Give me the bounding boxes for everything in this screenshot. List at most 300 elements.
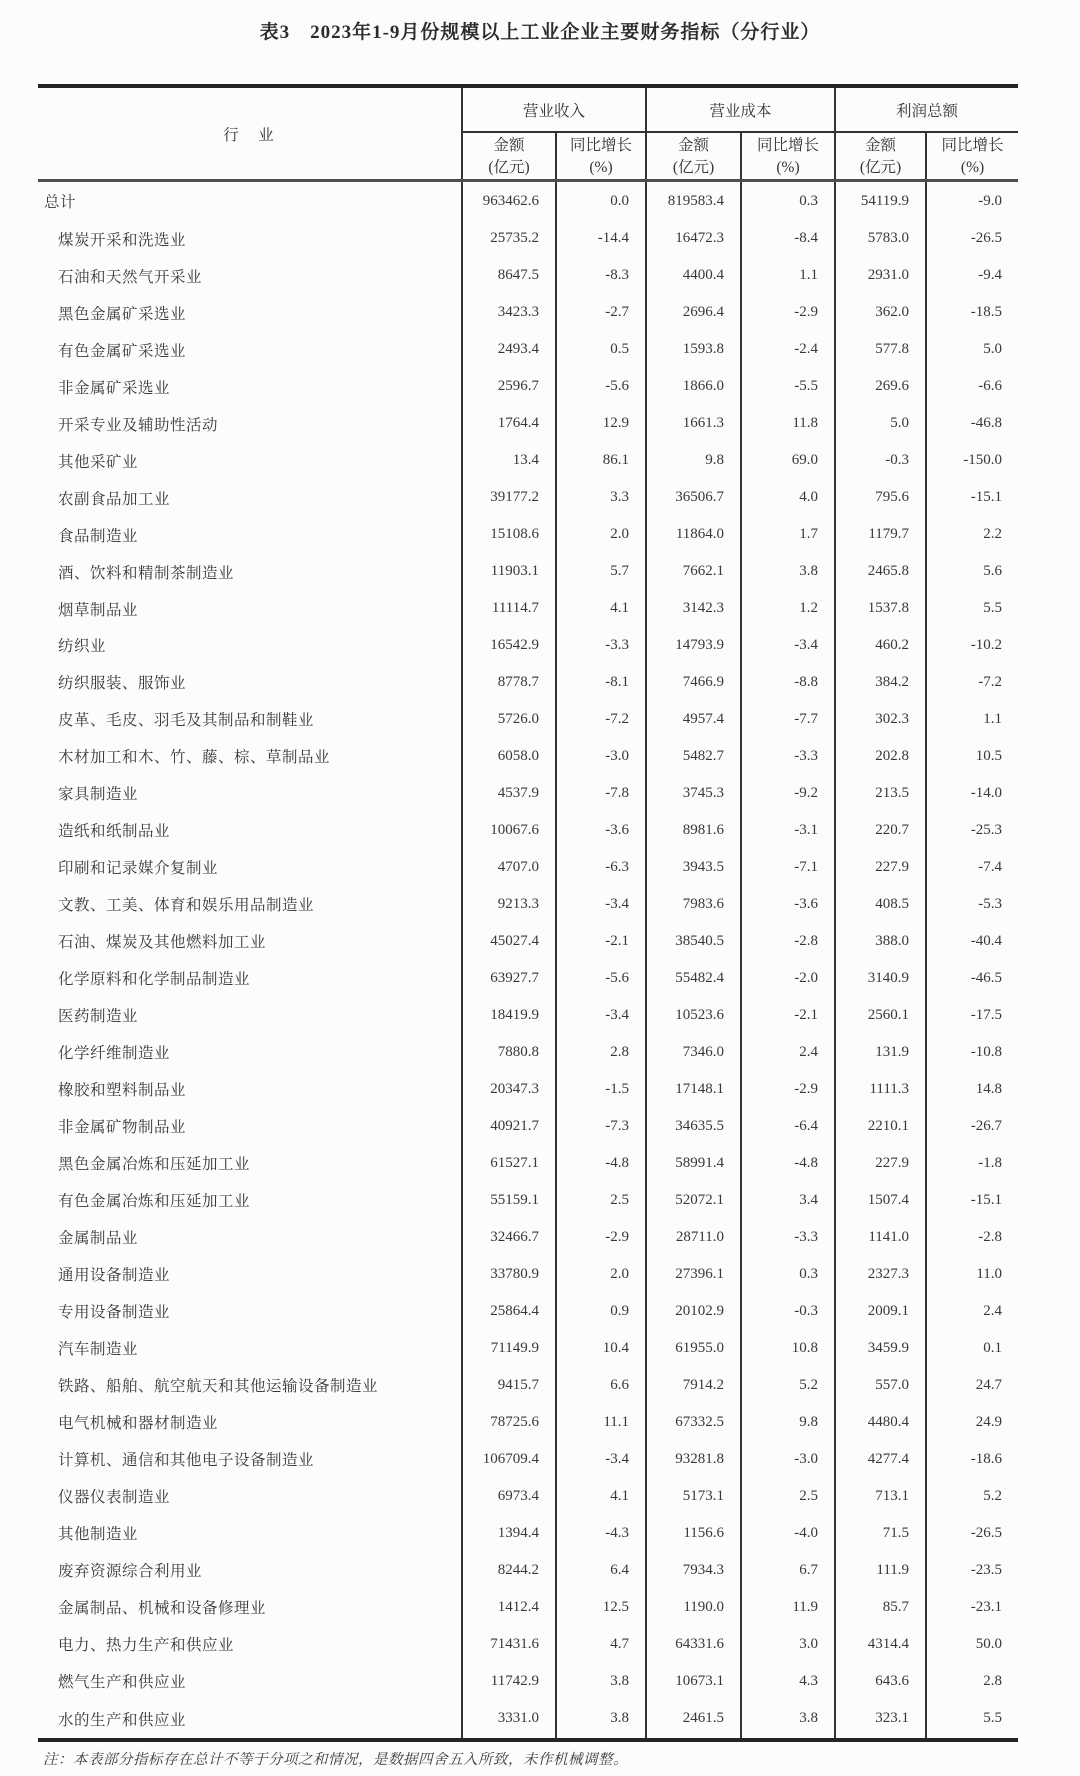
value-cell: 2.8 — [926, 1663, 1018, 1700]
value-cell: -5.6 — [556, 960, 646, 997]
value-cell: -46.8 — [926, 405, 1018, 442]
value-cell: -0.3 — [835, 442, 926, 479]
value-cell: 3423.3 — [462, 294, 556, 331]
value-cell: 8981.6 — [646, 812, 741, 849]
table-row — [38, 220, 1018, 257]
value-cell: 85.7 — [835, 1589, 926, 1626]
value-cell: 11114.7 — [462, 590, 556, 627]
value-cell: 3142.3 — [646, 590, 741, 627]
value-cell: -1.5 — [556, 1071, 646, 1108]
industry-cell: 计算机、通信和其他电子设备制造业 — [58, 1452, 315, 1470]
value-cell: -3.0 — [741, 1441, 835, 1478]
value-cell: 40921.7 — [462, 1108, 556, 1145]
table-row — [38, 479, 1018, 516]
value-cell: 0.0 — [556, 181, 646, 220]
value-cell: 106709.4 — [462, 1441, 556, 1478]
value-cell: -6.3 — [556, 849, 646, 886]
value-cell: 71.5 — [835, 1515, 926, 1552]
value-cell: 11.1 — [556, 1404, 646, 1441]
value-cell: -2.9 — [741, 294, 835, 331]
value-cell: -7.3 — [556, 1108, 646, 1145]
value-cell: -1.8 — [926, 1145, 1018, 1182]
industry-cell: 水的生产和供应业 — [58, 1711, 187, 1729]
industry-cell: 文教、工美、体育和娱乐用品制造业 — [58, 897, 315, 915]
value-cell: -40.4 — [926, 923, 1018, 960]
value-cell: 20102.9 — [646, 1293, 741, 1330]
value-cell: -18.5 — [926, 294, 1018, 331]
value-cell: 11903.1 — [462, 553, 556, 590]
value-cell: -7.2 — [926, 664, 1018, 701]
value-cell: -26.5 — [926, 1515, 1018, 1552]
value-cell: -9.0 — [926, 181, 1018, 220]
col-header-cost-growth — [741, 132, 835, 181]
value-cell: -26.7 — [926, 1108, 1018, 1145]
value-cell: 25735.2 — [462, 220, 556, 257]
value-cell: 460.2 — [835, 627, 926, 664]
industry-cell: 黑色金属冶炼和压延加工业 — [58, 1156, 251, 1174]
growth-unit-label: (%) — [776, 158, 800, 176]
industry-cell: 非金属矿物制品业 — [58, 1119, 187, 1137]
value-cell: -5.6 — [556, 368, 646, 405]
value-cell: 0.9 — [556, 1293, 646, 1330]
table-row — [38, 1626, 1018, 1663]
value-cell: 2.5 — [556, 1182, 646, 1219]
table-row — [38, 701, 1018, 738]
value-cell: 24.9 — [926, 1404, 1018, 1441]
value-cell: 11742.9 — [462, 1663, 556, 1700]
value-cell: -46.5 — [926, 960, 1018, 997]
value-cell: 5.5 — [926, 590, 1018, 627]
table-row — [38, 1330, 1018, 1367]
value-cell: 4.1 — [556, 1478, 646, 1515]
footnote: 注：本表部分指标存在总计不等于分项之和情况，是数据四舍五入所致，未作机械调整。 — [43, 1752, 628, 1768]
value-cell: 7983.6 — [646, 886, 741, 923]
value-cell: 1190.0 — [646, 1589, 741, 1626]
value-cell: 78725.6 — [462, 1404, 556, 1441]
value-cell: 2.8 — [556, 1034, 646, 1071]
value-cell: 557.0 — [835, 1367, 926, 1404]
value-cell: -4.8 — [556, 1145, 646, 1182]
value-cell: -9.2 — [741, 775, 835, 812]
value-cell: -3.4 — [741, 627, 835, 664]
value-cell: -2.9 — [741, 1071, 835, 1108]
value-cell: 3943.5 — [646, 849, 741, 886]
value-cell: 2210.1 — [835, 1108, 926, 1145]
value-cell: -2.7 — [556, 294, 646, 331]
value-cell: 36506.7 — [646, 479, 741, 516]
table-row — [38, 405, 1018, 442]
value-cell: 8647.5 — [462, 257, 556, 294]
table-row — [38, 960, 1018, 997]
value-cell: 6058.0 — [462, 738, 556, 775]
value-cell: 10673.1 — [646, 1663, 741, 1700]
table-row — [38, 886, 1018, 923]
table-row — [38, 923, 1018, 960]
value-cell: 9.8 — [646, 442, 741, 479]
table-row — [38, 294, 1018, 331]
industry-cell: 金属制品业 — [58, 1230, 139, 1248]
value-cell: 17148.1 — [646, 1071, 741, 1108]
col-header-industry: 行 业 — [38, 86, 462, 181]
value-cell: 8778.7 — [462, 664, 556, 701]
industry-cell: 有色金属矿采选业 — [58, 342, 187, 360]
value-cell: -5.3 — [926, 886, 1018, 923]
value-cell: -15.1 — [926, 1182, 1018, 1219]
industry-cell: 医药制造业 — [58, 1008, 139, 1026]
table-row — [38, 257, 1018, 294]
industry-cell: 通用设备制造业 — [58, 1267, 171, 1285]
value-cell: 1593.8 — [646, 331, 741, 368]
value-cell: 227.9 — [835, 1145, 926, 1182]
value-cell: 3459.9 — [835, 1330, 926, 1367]
value-cell: 24.7 — [926, 1367, 1018, 1404]
value-cell: -3.0 — [556, 738, 646, 775]
amount-unit-label: (亿元) — [488, 158, 530, 176]
value-cell: 39177.2 — [462, 479, 556, 516]
value-cell: 4.0 — [741, 479, 835, 516]
value-cell: 795.6 — [835, 479, 926, 516]
value-cell: 86.1 — [556, 442, 646, 479]
value-cell: 33780.9 — [462, 1256, 556, 1293]
value-cell: 4.3 — [741, 1663, 835, 1700]
value-cell: 9.8 — [741, 1404, 835, 1441]
value-cell: 55159.1 — [462, 1182, 556, 1219]
industry-cell: 非金属矿采选业 — [58, 379, 171, 397]
value-cell: 5173.1 — [646, 1478, 741, 1515]
financial-indicators-table — [38, 84, 1018, 1742]
value-cell: 2493.4 — [462, 331, 556, 368]
value-cell: 202.8 — [835, 738, 926, 775]
table-row — [38, 1589, 1018, 1626]
value-cell: -0.3 — [741, 1293, 835, 1330]
table-row — [38, 181, 1018, 220]
value-cell: 7880.8 — [462, 1034, 556, 1071]
value-cell: 16542.9 — [462, 627, 556, 664]
value-cell: 16472.3 — [646, 220, 741, 257]
table-row — [38, 775, 1018, 812]
value-cell: 4707.0 — [462, 849, 556, 886]
value-cell: -18.6 — [926, 1441, 1018, 1478]
value-cell: 54119.9 — [835, 181, 926, 220]
value-cell: 6.4 — [556, 1552, 646, 1589]
industry-cell: 汽车制造业 — [58, 1341, 139, 1359]
value-cell: -7.4 — [926, 849, 1018, 886]
value-cell: 69.0 — [741, 442, 835, 479]
value-cell: 1.2 — [741, 590, 835, 627]
industry-cell: 燃气生产和供应业 — [58, 1674, 187, 1692]
table-row — [38, 738, 1018, 775]
amount-label: 金额 — [493, 137, 525, 154]
industry-cell: 铁路、船舶、航空航天和其他运输设备制造业 — [58, 1378, 379, 1396]
table-row — [38, 1515, 1018, 1552]
table-row — [38, 1034, 1018, 1071]
industry-cell: 木材加工和木、竹、藤、棕、草制品业 — [58, 749, 331, 767]
value-cell: 5482.7 — [646, 738, 741, 775]
table-row — [38, 812, 1018, 849]
value-cell: 18419.9 — [462, 997, 556, 1034]
value-cell: 14793.9 — [646, 627, 741, 664]
value-cell: 7346.0 — [646, 1034, 741, 1071]
value-cell: 220.7 — [835, 812, 926, 849]
col-header-revenue-growth — [556, 132, 646, 181]
value-cell: 3.8 — [741, 553, 835, 590]
value-cell: 3.4 — [741, 1182, 835, 1219]
value-cell: 2009.1 — [835, 1293, 926, 1330]
value-cell: -15.1 — [926, 479, 1018, 516]
value-cell: 10523.6 — [646, 997, 741, 1034]
value-cell: 61955.0 — [646, 1330, 741, 1367]
value-cell: 1111.3 — [835, 1071, 926, 1108]
table-row — [38, 1663, 1018, 1700]
value-cell: -3.4 — [556, 1441, 646, 1478]
header-group-row — [38, 86, 1018, 132]
col-header-cost-amount — [646, 132, 741, 181]
table-row — [38, 516, 1018, 553]
value-cell: 34635.5 — [646, 1108, 741, 1145]
value-cell: 5.7 — [556, 553, 646, 590]
col-header-revenue-amount — [462, 132, 556, 181]
value-cell: 1412.4 — [462, 1589, 556, 1626]
value-cell: -6.6 — [926, 368, 1018, 405]
value-cell: 5.2 — [926, 1478, 1018, 1515]
value-cell: 32466.7 — [462, 1219, 556, 1256]
value-cell: 1394.4 — [462, 1515, 556, 1552]
value-cell: -2.8 — [926, 1219, 1018, 1256]
value-cell: -6.4 — [741, 1108, 835, 1145]
value-cell: 213.5 — [835, 775, 926, 812]
growth-label: 同比增长 — [941, 137, 1004, 154]
value-cell: 28711.0 — [646, 1219, 741, 1256]
value-cell: 4957.4 — [646, 701, 741, 738]
value-cell: -3.6 — [556, 812, 646, 849]
value-cell: 5783.0 — [835, 220, 926, 257]
industry-cell: 其他采矿业 — [58, 453, 139, 471]
table-row — [38, 664, 1018, 701]
table-row — [38, 1404, 1018, 1441]
table-row — [38, 1293, 1018, 1330]
value-cell: 45027.4 — [462, 923, 556, 960]
table-row — [38, 997, 1018, 1034]
value-cell: 1179.7 — [835, 516, 926, 553]
value-cell: 10.8 — [741, 1330, 835, 1367]
growth-unit-label: (%) — [589, 158, 613, 176]
table-row — [38, 553, 1018, 590]
value-cell: -3.4 — [556, 997, 646, 1034]
industry-cell: 化学原料和化学制品制造业 — [58, 971, 251, 989]
value-cell: 269.6 — [835, 368, 926, 405]
table-row — [38, 1552, 1018, 1589]
value-cell: 3745.3 — [646, 775, 741, 812]
value-cell: -10.2 — [926, 627, 1018, 664]
value-cell: -7.2 — [556, 701, 646, 738]
value-cell: 38540.5 — [646, 923, 741, 960]
value-cell: -4.3 — [556, 1515, 646, 1552]
industry-cell: 食品制造业 — [58, 527, 139, 545]
value-cell: -2.8 — [741, 923, 835, 960]
value-cell: -17.5 — [926, 997, 1018, 1034]
value-cell: 1866.0 — [646, 368, 741, 405]
value-cell: 1537.8 — [835, 590, 926, 627]
value-cell: 13.4 — [462, 442, 556, 479]
value-cell: 408.5 — [835, 886, 926, 923]
industry-cell: 总计 — [44, 194, 77, 212]
value-cell: 713.1 — [835, 1478, 926, 1515]
value-cell: -25.3 — [926, 812, 1018, 849]
col-header-profit-amount — [835, 132, 926, 181]
value-cell: 3.3 — [556, 479, 646, 516]
value-cell: -23.1 — [926, 1589, 1018, 1626]
value-cell: -8.1 — [556, 664, 646, 701]
value-cell: -150.0 — [926, 442, 1018, 479]
value-cell: 2.0 — [556, 1256, 646, 1293]
value-cell: 2.4 — [741, 1034, 835, 1071]
table-row — [38, 590, 1018, 627]
value-cell: 1.7 — [741, 516, 835, 553]
value-cell: -2.0 — [741, 960, 835, 997]
col-group-operating-cost: 营业成本 — [646, 86, 835, 132]
value-cell: 10.4 — [556, 1330, 646, 1367]
value-cell: 4537.9 — [462, 775, 556, 812]
value-cell: 7914.2 — [646, 1367, 741, 1404]
amount-label: 金额 — [865, 137, 897, 154]
value-cell: 4.7 — [556, 1626, 646, 1663]
growth-label: 同比增长 — [570, 137, 633, 154]
value-cell: 1507.4 — [835, 1182, 926, 1219]
value-cell: 10.5 — [926, 738, 1018, 775]
value-cell: 7934.3 — [646, 1552, 741, 1589]
value-cell: 0.3 — [741, 181, 835, 220]
value-cell: 50.0 — [926, 1626, 1018, 1663]
value-cell: 362.0 — [835, 294, 926, 331]
value-cell: 131.9 — [835, 1034, 926, 1071]
value-cell: 4480.4 — [835, 1404, 926, 1441]
value-cell: 227.9 — [835, 849, 926, 886]
table-row — [38, 1145, 1018, 1182]
value-cell: 64331.6 — [646, 1626, 741, 1663]
amount-label: 金额 — [678, 137, 710, 154]
value-cell: 4400.4 — [646, 257, 741, 294]
value-cell: -7.7 — [741, 701, 835, 738]
value-cell: 11864.0 — [646, 516, 741, 553]
value-cell: 2696.4 — [646, 294, 741, 331]
value-cell: 2327.3 — [835, 1256, 926, 1293]
value-cell: 6.7 — [741, 1552, 835, 1589]
table-row — [38, 1441, 1018, 1478]
value-cell: 6.6 — [556, 1367, 646, 1404]
industry-cell: 印刷和记录媒介复制业 — [58, 860, 219, 878]
value-cell: 3140.9 — [835, 960, 926, 997]
table-header — [38, 86, 1018, 181]
table-row — [38, 849, 1018, 886]
value-cell: 3.8 — [741, 1700, 835, 1740]
value-cell: 71431.6 — [462, 1626, 556, 1663]
value-cell: -2.9 — [556, 1219, 646, 1256]
value-cell: 4277.4 — [835, 1441, 926, 1478]
value-cell: 1156.6 — [646, 1515, 741, 1552]
value-cell: 12.5 — [556, 1589, 646, 1626]
value-cell: 12.9 — [556, 405, 646, 442]
value-cell: 3.8 — [556, 1700, 646, 1740]
industry-cell: 酒、饮料和精制茶制造业 — [58, 564, 235, 582]
value-cell: 15108.6 — [462, 516, 556, 553]
value-cell: 0.3 — [741, 1256, 835, 1293]
industry-cell: 金属制品、机械和设备修理业 — [58, 1600, 267, 1618]
table-body — [38, 181, 1018, 1740]
value-cell: 2465.8 — [835, 553, 926, 590]
industry-cell: 造纸和纸制品业 — [58, 823, 171, 841]
amount-unit-label: (亿元) — [859, 158, 902, 176]
value-cell: 55482.4 — [646, 960, 741, 997]
value-cell: 3.0 — [741, 1626, 835, 1663]
growth-unit-label: (%) — [960, 158, 985, 176]
value-cell: 25864.4 — [462, 1293, 556, 1330]
value-cell: 3.8 — [556, 1663, 646, 1700]
value-cell: 3331.0 — [462, 1700, 556, 1740]
page-title: 表3 2023年1-9月份规模以上工业企业主要财务指标（分行业） — [259, 22, 821, 43]
industry-cell: 煤炭开采和洗选业 — [58, 231, 187, 249]
value-cell: -3.3 — [741, 738, 835, 775]
value-cell: 5.0 — [926, 331, 1018, 368]
value-cell: -8.8 — [741, 664, 835, 701]
industry-cell: 皮革、毛皮、羽毛及其制品和制鞋业 — [58, 712, 315, 730]
value-cell: 1.1 — [926, 701, 1018, 738]
value-cell: -3.4 — [556, 886, 646, 923]
industry-cell: 有色金属冶炼和压延加工业 — [58, 1193, 251, 1211]
value-cell: -10.8 — [926, 1034, 1018, 1071]
value-cell: 93281.8 — [646, 1441, 741, 1478]
industry-cell: 电力、热力生产和供应业 — [58, 1637, 235, 1655]
value-cell: 2560.1 — [835, 997, 926, 1034]
value-cell: -8.4 — [741, 220, 835, 257]
value-cell: -26.5 — [926, 220, 1018, 257]
value-cell: -3.6 — [741, 886, 835, 923]
table-row — [38, 1108, 1018, 1145]
value-cell: -3.3 — [741, 1219, 835, 1256]
value-cell: 302.3 — [835, 701, 926, 738]
value-cell: 5.0 — [835, 405, 926, 442]
value-cell: 67332.5 — [646, 1404, 741, 1441]
value-cell: 5.2 — [741, 1367, 835, 1404]
value-cell: 6973.4 — [462, 1478, 556, 1515]
value-cell: 4.1 — [556, 590, 646, 627]
value-cell: 58991.4 — [646, 1145, 741, 1182]
amount-unit-label: (亿元) — [672, 158, 715, 176]
value-cell: 323.1 — [835, 1700, 926, 1740]
value-cell: 819583.4 — [646, 181, 741, 220]
value-cell: -7.1 — [741, 849, 835, 886]
col-group-total-profit: 利润总额 — [835, 86, 1018, 132]
value-cell: -7.8 — [556, 775, 646, 812]
industry-cell: 黑色金属矿采选业 — [58, 305, 187, 323]
table-row — [38, 1256, 1018, 1293]
industry-cell: 废弃资源综合利用业 — [58, 1563, 203, 1581]
value-cell: 11.8 — [741, 405, 835, 442]
table-row — [38, 1367, 1018, 1404]
growth-label: 同比增长 — [757, 137, 820, 154]
value-cell: 2.0 — [556, 516, 646, 553]
industry-cell: 石油和天然气开采业 — [58, 268, 203, 286]
value-cell: 388.0 — [835, 923, 926, 960]
value-cell: 2.2 — [926, 516, 1018, 553]
value-cell: -3.1 — [741, 812, 835, 849]
value-cell: 5.6 — [926, 553, 1018, 590]
value-cell: 0.1 — [926, 1330, 1018, 1367]
value-cell: -14.0 — [926, 775, 1018, 812]
table-row — [38, 1182, 1018, 1219]
value-cell: 1.1 — [741, 257, 835, 294]
value-cell: 71149.9 — [462, 1330, 556, 1367]
value-cell: -4.8 — [741, 1145, 835, 1182]
